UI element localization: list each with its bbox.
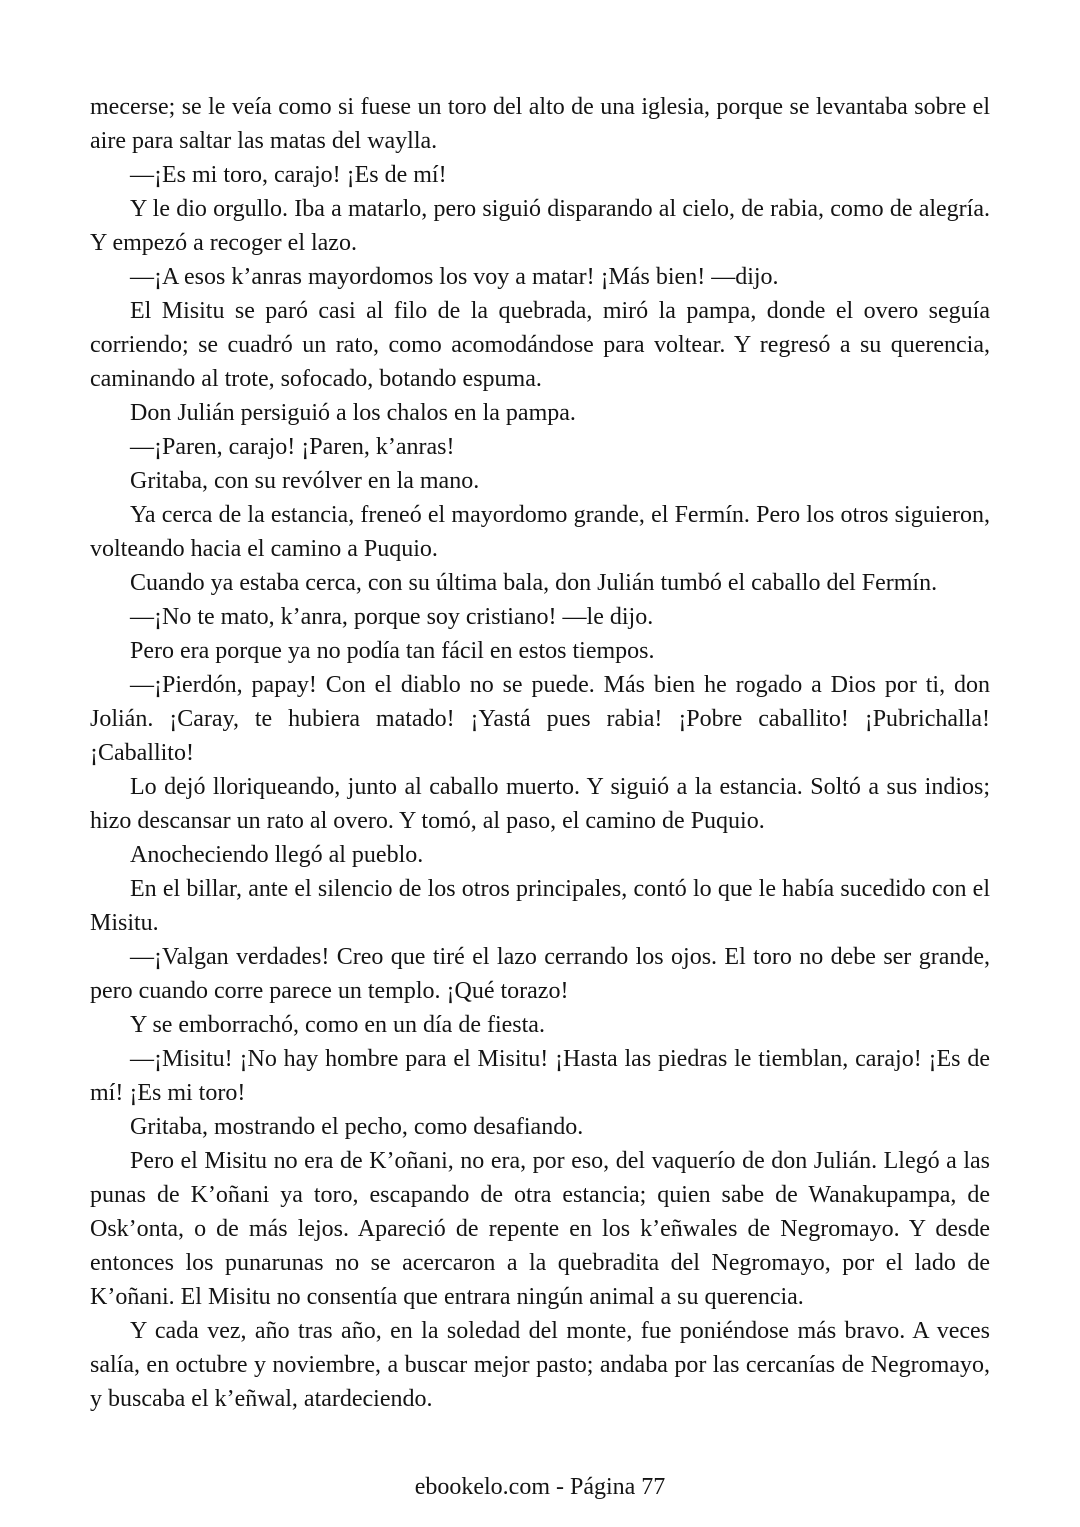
paragraph: Don Julián persiguió a los chalos en la pampa.: [130, 400, 576, 426]
paragraph: El Misitu se paró casi al filo de la quebrada, miró la pampa, donde el overo seguía corriendo; se cuadró un rato, como acomodándose para voltear. Y regresó a su querencia, caminando al trote, sofocado, botando espuma.: [90, 298, 990, 392]
paragraph: Anocheciendo llegó al pueblo.: [130, 842, 424, 868]
paragraph: —¡Pierdón, papay! Con el diablo no se puede. Más bien he rogado a Dios por ti, don Jolián. ¡Caray, te hubiera matado! ¡Yastá pues rabia! ¡Pobre caballito! ¡Pubrichalla! ¡Caballito!: [90, 672, 990, 766]
paragraph: —¡No te mato, k’anra, porque soy cristiano! —le dijo.: [130, 604, 654, 630]
paragraph: Y cada vez, año tras año, en la soledad del monte, fue poniéndose más bravo. A veces salía, en octubre y noviembre, a buscar mejor pasto; andaba por las cercanías de Negromayo, y buscaba el k’eñwal, atardeciendo.: [90, 1318, 990, 1412]
page-footer: ebookelo.com - Página 77: [414, 1474, 666, 1500]
paragraph: —¡Es mi toro, carajo! ¡Es de mí!: [130, 162, 447, 188]
paragraph: mecerse; se le veía como si fuese un toro del alto de una iglesia, porque se levantaba sobre el aire para saltar las matas del waylla.: [90, 94, 990, 154]
paragraph: —¡Paren, carajo! ¡Paren, k’anras!: [130, 434, 455, 460]
paragraph: Cuando ya estaba cerca, con su última bala, don Julián tumbó el caballo del Fermín.: [130, 570, 938, 596]
paragraph: —¡A esos k’anras mayordomos los voy a matar! ¡Más bien! —dijo.: [130, 264, 779, 290]
paragraph: En el billar, ante el silencio de los otros principales, contó lo que le había sucedido con el Misitu.: [90, 876, 990, 936]
paragraph: Lo dejó lloriqueando, junto al caballo muerto. Y siguió a la estancia. Soltó a sus indios; hizo descansar un rato al overo. Y tomó, al paso, el camino de Puquio.: [90, 774, 990, 834]
paragraph: —¡Misitu! ¡No hay hombre para el Misitu! ¡Hasta las piedras le tiemblan, carajo! ¡Es de mí! ¡Es mi toro!: [90, 1046, 990, 1106]
paragraph: Gritaba, con su revólver en la mano.: [130, 468, 480, 494]
paragraph: Ya cerca de la estancia, freneó el mayordomo grande, el Fermín. Pero los otros siguieron, volteando hacia el camino a Puquio.: [90, 502, 990, 562]
paragraph: Gritaba, mostrando el pecho, como desafiando.: [130, 1114, 584, 1140]
paragraph: Pero el Misitu no era de K’oñani, no era, por eso, del vaquerío de don Julián. Llegó a las punas de K’oñani ya toro, escapando de otra estancia; quien sabe de Wanakupampa, de Osk’onta, o de más lejos. Apareció de repente en los k’eñwales de Negromayo. Y desde entonces los punarunas no se acercaron a la quebradita del Negromayo, por el lado de K’oñani. El Misitu no consentía que entrara ningún animal a su querencia.: [90, 1148, 990, 1310]
paragraph: —¡Valgan verdades! Creo que tiré el lazo cerrando los ojos. El toro no debe ser grande, pero cuando corre parece un templo. ¡Qué torazo!: [90, 944, 990, 1004]
paragraph: Pero era porque ya no podía tan fácil en estos tiempos.: [130, 638, 655, 664]
paragraph: Y se emborrachó, como en un día de fiesta.: [130, 1012, 545, 1038]
paragraph: Y le dio orgullo. Iba a matarlo, pero siguió disparando al cielo, de rabia, como de alegría. Y empezó a recoger el lazo.: [90, 196, 990, 256]
page-text: [90, 90, 990, 1416]
